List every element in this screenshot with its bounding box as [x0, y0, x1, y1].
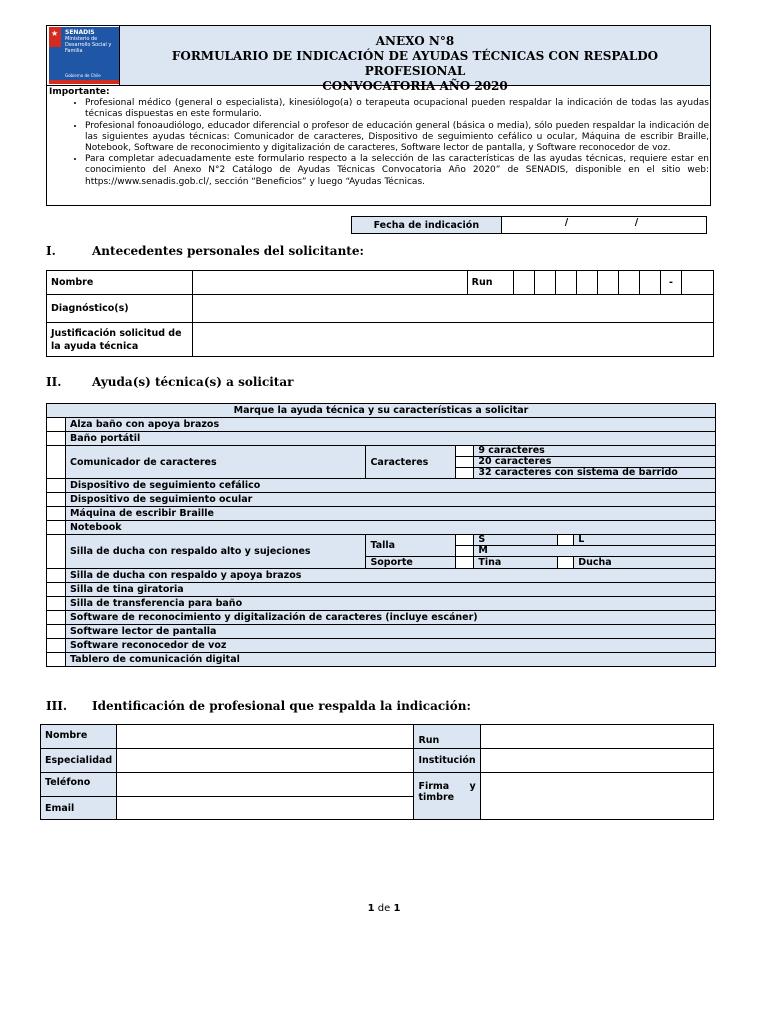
- run-digit[interactable]: [513, 271, 534, 295]
- note-item: • Profesional fonoaudiólogo, educador diferencial o profesor de educación general (básica o media), sólo pueden respaldar la indicación de las siguientes ayudas técnicas: Comunicador de caracteres, Dispositivo de seguimiento cefálico u ocular, Máquina de escribir Braille, Notebook, Software de reconocimiento y digitalización de caracteres, Software lector de pantalla, y Software reconocedor de voz.: [85, 121, 709, 155]
- aid-bano: Baño portátil: [65, 432, 715, 446]
- aid-checkbox[interactable]: [47, 507, 66, 521]
- name-label: Nombre: [47, 271, 193, 295]
- title-line-3: CONVOCATORIA AÑO 2020: [322, 79, 508, 93]
- soporte-ducha: Ducha: [574, 557, 716, 569]
- option-checkbox[interactable]: [456, 457, 474, 468]
- run-digit[interactable]: [576, 271, 597, 295]
- aid-checkbox[interactable]: [47, 569, 66, 583]
- option-checkbox[interactable]: [456, 535, 474, 546]
- section-2-heading: II. Ayuda(s) técnica(s) a solicitar: [46, 375, 294, 389]
- date-table: [351, 216, 707, 234]
- option-checkbox[interactable]: [558, 557, 574, 569]
- aid-comunicador: Comunicador de caracteres: [65, 446, 365, 479]
- prof-specialty-label: Especialidad: [41, 749, 117, 773]
- aid-checkbox[interactable]: [47, 597, 66, 611]
- caracteres-label: Caracteres: [366, 446, 456, 479]
- option-20: 20 caracteres: [474, 457, 716, 468]
- page-number: 1 de 1: [367, 903, 401, 914]
- soporte-label: Soporte: [366, 557, 456, 569]
- aid-ocular: Dispositivo de seguimiento ocular: [65, 493, 715, 507]
- justification-field[interactable]: [193, 323, 714, 357]
- aid-checkbox[interactable]: [47, 625, 66, 639]
- aid-silla-tina: Silla de tina giratoria: [65, 583, 715, 597]
- name-field[interactable]: [193, 271, 467, 295]
- aid-checkbox[interactable]: [47, 653, 66, 667]
- aid-checkbox[interactable]: [47, 418, 66, 432]
- aid-tablero: Tablero de comunicación digital: [65, 653, 715, 667]
- aid-silla-ducha: Silla de ducha con respaldo alto y sujeciones: [65, 535, 365, 569]
- aid-checkbox[interactable]: [47, 535, 66, 569]
- option-checkbox[interactable]: [456, 468, 474, 479]
- diagnosis-label: Diagnóstico(s): [47, 295, 193, 323]
- prof-run-field[interactable]: [480, 725, 713, 749]
- aid-checkbox[interactable]: [47, 493, 66, 507]
- option-checkbox[interactable]: [456, 546, 474, 557]
- aid-braille: Máquina de escribir Braille: [65, 507, 715, 521]
- aid-alza: Alza baño con apoya brazos: [65, 418, 715, 432]
- run-digit[interactable]: [555, 271, 576, 295]
- run-digit[interactable]: [597, 271, 618, 295]
- option-checkbox[interactable]: [456, 446, 474, 457]
- aid-checkbox[interactable]: [47, 479, 66, 493]
- section-1-heading: I. Antecedentes personales del solicitante:: [46, 244, 364, 258]
- form-title: [120, 26, 710, 93]
- date-label: Fecha de indicación: [352, 217, 502, 234]
- prof-specialty-field[interactable]: [117, 749, 414, 773]
- talla-s: S: [474, 535, 558, 546]
- aid-notebook: Notebook: [65, 521, 715, 535]
- run-verifier[interactable]: [681, 271, 713, 295]
- run-digit[interactable]: [639, 271, 660, 295]
- aid-checkbox[interactable]: [47, 639, 66, 653]
- talla-l: L: [574, 535, 716, 546]
- note-item: • Para completar adecuadamente este formulario respecto a la selección de las características de las ayudas técnicas, requiere estar en conocimiento del Anexo N°2 Catálogo de Ayudas Técnicas Convocatoria Año 2020” de SENADIS, disponible en el sitio web: https://www.senadis.gob.cl/, sección “Beneficios” y luego “Ayudas Técnicas.: [85, 154, 709, 188]
- aid-checkbox[interactable]: [47, 521, 66, 535]
- talla-m: M: [474, 546, 716, 557]
- senadis-logo: ★ SENADIS Ministerio de Desarrollo Social y Familia Gobierno de Chile: [47, 26, 120, 86]
- prof-name-label: Nombre: [41, 725, 117, 749]
- aid-silla-apoya: Silla de ducha con respaldo y apoya brazos: [65, 569, 715, 583]
- applicant-table: [46, 270, 714, 357]
- note-item: • Profesional médico (general o especialista), kinesiólogo(a) o terapeuta ocupacional pueden respaldar la indicación de todas las ayudas técnicas dispuestas en este formulario.: [85, 98, 709, 120]
- section-3-heading: III. Identificación de profesional que respalda la indicación:: [46, 699, 471, 713]
- date-field[interactable]: / /: [501, 217, 706, 234]
- prof-signature-field[interactable]: [480, 773, 713, 820]
- aid-silla-transf: Silla de transferencia para baño: [65, 597, 715, 611]
- aid-software-rec: Software de reconocimiento y digitalización de caracteres (incluye escáner): [65, 611, 715, 625]
- aids-table-header: Marque la ayuda técnica y su características a solicitar: [47, 404, 716, 418]
- justification-label: Justificación solicitud de la ayuda técnica: [47, 323, 193, 357]
- star-icon: ★: [51, 29, 59, 38]
- soporte-tina: Tina: [474, 557, 558, 569]
- aid-checkbox[interactable]: [47, 446, 66, 479]
- aids-table: [46, 403, 716, 667]
- prof-signature-label: Firma y timbre: [414, 773, 480, 820]
- run-dash: -: [660, 271, 681, 295]
- prof-run-label: Run: [414, 725, 480, 749]
- prof-phone-field[interactable]: [117, 773, 414, 797]
- aid-checkbox[interactable]: [47, 432, 66, 446]
- aid-software-voz: Software reconocedor de voz: [65, 639, 715, 653]
- prof-institution-label: Institución: [414, 749, 480, 773]
- professional-table: [40, 724, 714, 820]
- prof-email-label: Email: [41, 797, 117, 820]
- important-notes: [49, 87, 709, 188]
- run-digit[interactable]: [618, 271, 639, 295]
- option-checkbox[interactable]: [558, 535, 574, 546]
- aid-checkbox[interactable]: [47, 583, 66, 597]
- prof-phone-label: Teléfono: [41, 773, 117, 797]
- prof-email-field[interactable]: [117, 797, 414, 820]
- title-line-1: ANEXO N°8: [375, 34, 455, 48]
- important-label: Importante:: [49, 87, 110, 97]
- option-9: 9 caracteres: [474, 446, 716, 457]
- prof-name-field[interactable]: [117, 725, 414, 749]
- aid-checkbox[interactable]: [47, 611, 66, 625]
- run-digit[interactable]: [534, 271, 555, 295]
- prof-institution-field[interactable]: [480, 749, 713, 773]
- title-line-2: FORMULARIO DE INDICACIÓN DE AYUDAS TÉCNICAS CON RESPALDO PROFESIONAL: [171, 49, 659, 78]
- aid-software-lector: Software lector de pantalla: [65, 625, 715, 639]
- diagnosis-field[interactable]: [193, 295, 714, 323]
- talla-label: Talla: [366, 535, 456, 557]
- run-label: Run: [467, 271, 513, 295]
- option-checkbox[interactable]: [456, 557, 474, 569]
- option-32: 32 caracteres con sistema de barrido: [474, 468, 716, 479]
- aid-cefalico: Dispositivo de seguimiento cefálico: [65, 479, 715, 493]
